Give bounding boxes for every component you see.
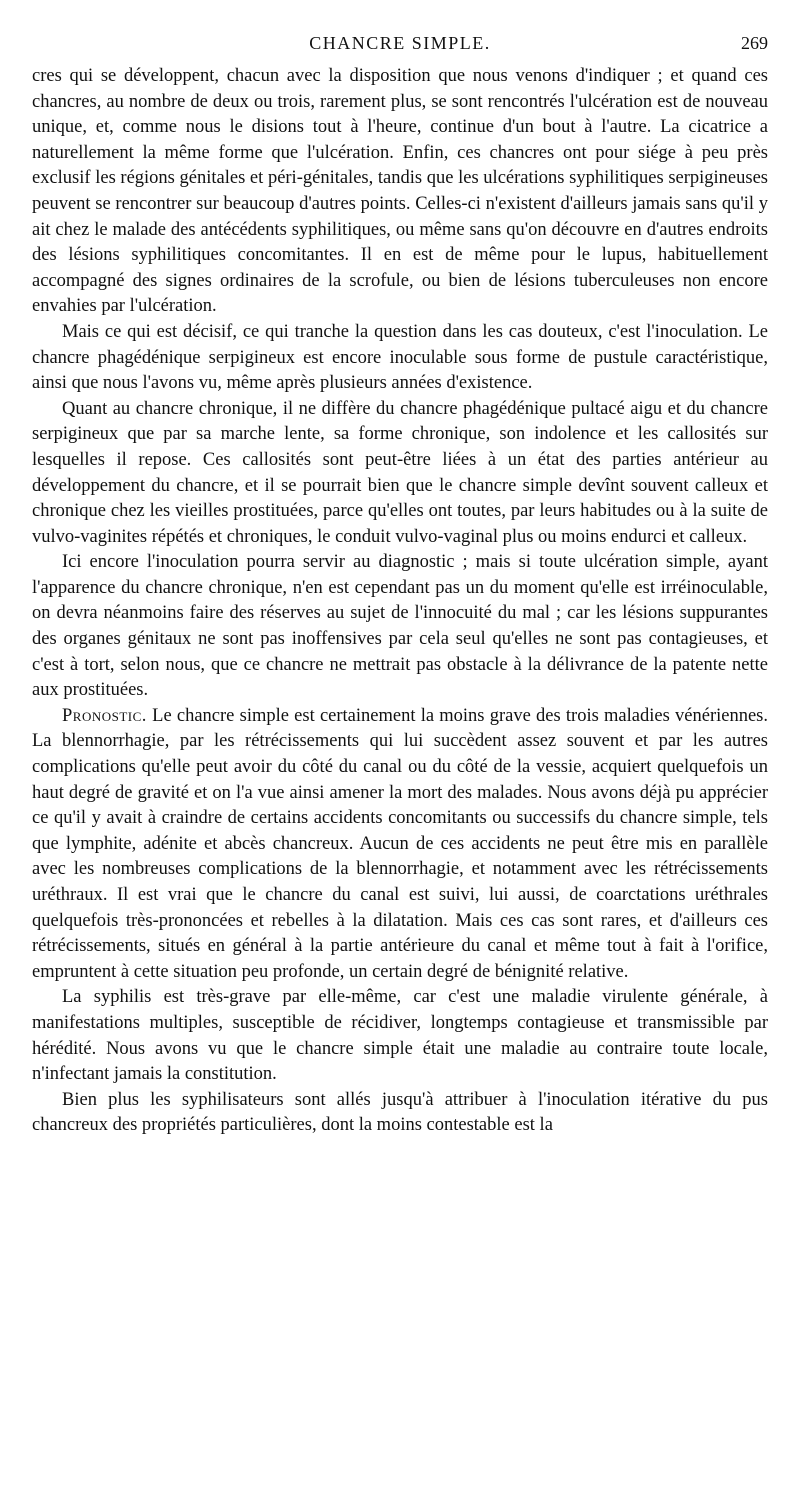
page-number: 269 [741, 33, 768, 53]
paragraph-text: Mais ce qui est décisif, ce qui tranche la question dans les cas douteux, c'est l'inoculation. Le chancre phagédénique serpigineux est encore inoculable sous forme de pustule caractéristique, ainsi que nous l'avons vu, même après plusieurs années d'existence. [32, 321, 768, 394]
paragraph-3 [32, 397, 768, 551]
paragraph-7 [32, 1088, 768, 1139]
paragraph-text: Ici encore l'inoculation pourra servir au diagnostic ; mais si toute ulcération simple, ayant l'apparence du chancre chronique, n'en est cependant pas un du moment qu'elle est irréinoculable, on devra néanmoins faire des réserves au sujet de l'innocuité du mal ; car les lésions suppurantes des organes génitaux ne sont pas inoffensives par cela seul qu'elles ne sont pas contagieuses, et c'est à tort, selon nous, que ce chancre ne mettrait pas obstacle à la délivrance de la patente nette aux prostituées. [32, 552, 768, 701]
paragraph-text: La syphilis est très-grave par elle-même, car c'est une maladie virulente générale, à manifestations multiples, susceptible de récidiver, longtemps contagieuse et transmissible par hérédité. Nous avons vu que le chancre simple était une maladie au contraire toute locale, n'infectant jamais la constitution. [32, 987, 768, 1085]
running-head [32, 30, 768, 56]
paragraph-text: Bien plus les syphilisateurs sont allés jusqu'à attribuer à l'inoculation itérative du pus chancreux des propriétés particulières, dont la moins contestable est la [32, 1089, 768, 1136]
running-title: CHANCRE SIMPLE. [309, 33, 491, 53]
paragraph-1 [32, 64, 768, 320]
paragraph-text: Quant au chancre chronique, il ne diffère du chancre phagédénique pultacé aigu et du chancre serpigineux que par sa marche lente, sa forme chronique, son indolence et les callosités sur lesquelles il repose. Ces callosités sont peut-être liées à un état des parties antérieur au développement du chancre, et il se pourrait bien que le chancre simple devînt souvent calleux et chronique chez les vieilles prostituées, parce qu'elles ont toutes, par leurs habitudes ou à la suite de vulvo-vaginites répétés et chroniques, le conduit vulvo-vaginal plus ou moins endurci et calleux. [32, 398, 768, 547]
paragraph-6 [32, 985, 768, 1087]
section-lead-pronostic: Pronostic. [62, 705, 147, 726]
paragraph-text: cres qui se développent, chacun avec la disposition que nous venons d'indiquer ; et quand ces chancres, au nombre de deux ou trois, rarement plus, se sont rencontrés l'ulcération est de nouveau unique, et, comme nous le disions tout à l'heure, continue d'un bout à l'autre. La cicatrice a naturellement la même forme que l'ulcération. Enfin, ces chancres ont pour siége à peu près exclusif les régions génitales et péri-génitales, tandis que les ulcérations syphilitiques serpigineuses peuvent se rencontrer sur beaucoup d'autres points. Celles-ci n'existent d'ailleurs jamais sans qu'il y ait chez le malade des antécédents syphilitiques, ou même sans qu'on découvre en d'autres endroits des lésions syphilitiques concomitantes. Il en est de même pour le lupus, habituellement accompagné des signes ordinaires de la scrofule, ou bien de lésions tuberculeuses non encore envahies par l'ulcération. [32, 66, 768, 317]
body-text [32, 64, 768, 1139]
paragraph-4 [32, 550, 768, 704]
paragraph-2 [32, 320, 768, 397]
paragraph-5-pronostic [32, 704, 768, 986]
paragraph-text: Le chancre simple est certainement la moins grave des trois maladies vénériennes. La blennorrhagie, par les rétrécissements qui lui succèdent assez souvent et par les autres complications qu'elle peut avoir du côté du canal ou du côté de la vessie, acquiert quelquefois un haut degré de gravité et on l'a vue ainsi amener la mort des malades. Nous avons déjà pu apprécier ce qu'il y avait à craindre de certains accidents concomitants ou successifs du chancre simple, tels que lymphite, adénite et abcès chancreux. Aucun de ces accidents ne peut être mis en parallèle avec les nombreuses complications de la blennorrhagie, et notamment avec les rétrécissements uréthraux. Il est vrai que le chancre du canal est suivi, lui aussi, de coarctations uréthrales quelquefois très-prononcées et rebelles à la dilatation. Mais ces cas sont rares, et d'ailleurs ces rétrécissements, situés en général à la partie antérieure du canal et même tout à fait à l'orifice, empruntent à cette situation peu profonde, un certain degré de bénignité relative. [32, 705, 768, 982]
